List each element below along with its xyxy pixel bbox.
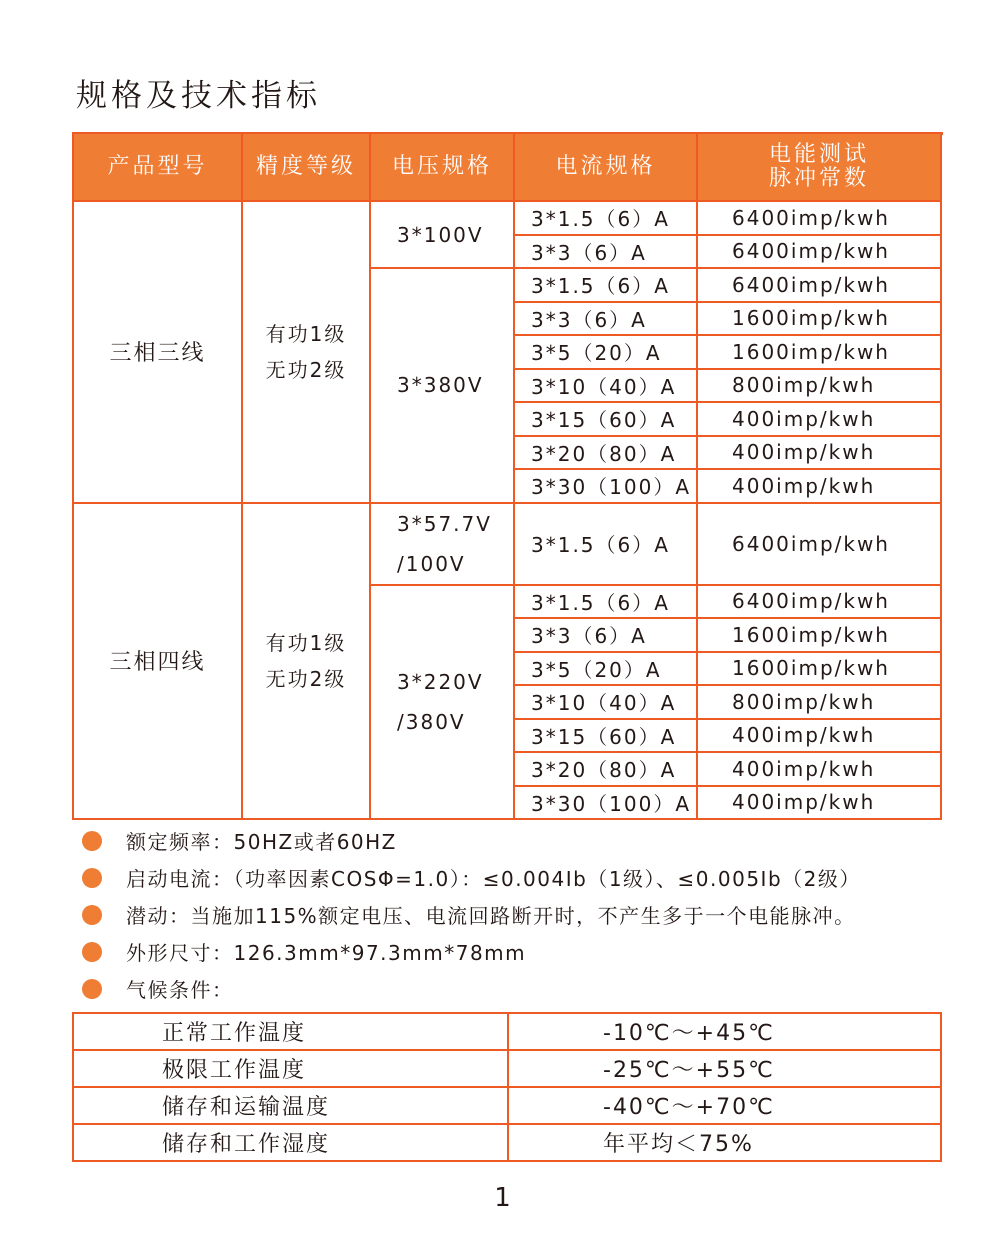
current-cell: 3*1.5（6）A [514, 268, 697, 302]
bullet-dot-icon [82, 942, 102, 962]
climate-value: -25℃～+55℃ [508, 1050, 941, 1087]
voltage-cell [370, 585, 514, 820]
bullet-dot-icon [82, 905, 102, 925]
current-cell: 3*3（6）A [514, 235, 697, 269]
voltage-cell: 3*100V [370, 201, 514, 268]
current-cell: 3*20（80）A [514, 752, 697, 786]
climate-value: -10℃～+45℃ [508, 1013, 941, 1050]
climate-label: 储存和运输温度 [73, 1087, 508, 1124]
pulse-cell: 400imp/kwh [697, 469, 941, 503]
current-cell: 3*15（60）A [514, 402, 697, 436]
climate-label: 正常工作温度 [73, 1013, 508, 1050]
page-title: 规格及技术指标 [76, 78, 321, 114]
grade-line-active: 有功1级 [265, 630, 347, 655]
current-cell: 3*20（80）A [514, 436, 697, 470]
current-cell: 3*3（6）A [514, 302, 697, 336]
current-cell: 3*1.5（6）A [514, 503, 697, 585]
current-cell: 3*30（100）A [514, 469, 697, 503]
current-cell: 3*1.5（6）A [514, 585, 697, 619]
bullet-text: 潜动：当施加115%额定电压、电流回路断开时，不产生多于一个电能脉冲。 [126, 904, 856, 928]
list-item [82, 859, 982, 896]
product-cell: 三相三线 [73, 201, 242, 503]
bullet-text: 额定频率：50HZ或者60HZ [126, 830, 397, 854]
voltage-line2: /380V [397, 709, 466, 734]
list-item [82, 896, 982, 933]
pulse-cell: 1600imp/kwh [697, 302, 941, 336]
header-current: 电流规格 [514, 133, 697, 201]
pulse-cell: 6400imp/kwh [697, 201, 941, 235]
spec-table-header-row [73, 133, 941, 201]
pulse-cell: 1600imp/kwh [697, 652, 941, 686]
climate-label: 极限工作温度 [73, 1050, 508, 1087]
pulse-cell: 400imp/kwh [697, 719, 941, 753]
grade-line-reactive: 无功2级 [265, 357, 347, 382]
bullet-dot-icon [82, 868, 102, 888]
pulse-cell: 400imp/kwh [697, 402, 941, 436]
current-cell: 3*5（20）A [514, 652, 697, 686]
pulse-cell: 6400imp/kwh [697, 235, 941, 269]
voltage-line2: /100V [397, 551, 466, 576]
page-number: 1 [494, 1183, 511, 1213]
climate-table [72, 1012, 942, 1162]
voltage-line1: 3*57.7V [397, 511, 492, 536]
header-pulse [697, 133, 941, 201]
spec-table [72, 132, 942, 820]
table-row [73, 1124, 941, 1161]
table-row [73, 503, 941, 585]
header-product: 产品型号 [73, 133, 242, 201]
pulse-cell: 1600imp/kwh [697, 618, 941, 652]
header-voltage: 电压规格 [370, 133, 514, 201]
pulse-cell: 6400imp/kwh [697, 585, 941, 619]
pulse-cell: 6400imp/kwh [697, 503, 941, 585]
header-pulse-line2: 脉冲常数 [768, 166, 869, 191]
grade-cell [242, 201, 370, 503]
product-cell: 三相四线 [73, 503, 242, 820]
pulse-cell: 6400imp/kwh [697, 268, 941, 302]
current-cell: 3*30（100）A [514, 786, 697, 820]
header-pulse-line1: 电能测试 [768, 142, 869, 167]
list-item [82, 822, 982, 859]
list-item [82, 933, 982, 970]
voltage-cell: 3*380V [370, 268, 514, 503]
pulse-cell: 800imp/kwh [697, 685, 941, 719]
table-row [73, 1087, 941, 1124]
list-item [82, 970, 982, 1007]
pulse-cell: 400imp/kwh [697, 786, 941, 820]
climate-label: 储存和工作湿度 [73, 1124, 508, 1161]
climate-value: 年平均＜75% [508, 1124, 941, 1161]
current-cell: 3*5（20）A [514, 335, 697, 369]
bullet-dot-icon [82, 979, 102, 999]
current-cell: 3*15（60）A [514, 719, 697, 753]
grade-cell [242, 503, 370, 820]
current-cell: 3*10（40）A [514, 685, 697, 719]
climate-value: -40℃～+70℃ [508, 1087, 941, 1124]
current-cell: 3*10（40）A [514, 369, 697, 403]
current-cell: 3*1.5（6）A [514, 201, 697, 235]
bullet-text: 气候条件： [126, 978, 234, 1002]
pulse-cell: 800imp/kwh [697, 369, 941, 403]
pulse-cell: 400imp/kwh [697, 436, 941, 470]
bullet-dot-icon [82, 831, 102, 851]
table-row [73, 1013, 941, 1050]
grade-line-active: 有功1级 [265, 321, 347, 346]
pulse-cell: 1600imp/kwh [697, 335, 941, 369]
grade-line-reactive: 无功2级 [265, 666, 347, 691]
header-grade: 精度等级 [242, 133, 370, 201]
table-row [73, 1050, 941, 1087]
current-cell: 3*3（6）A [514, 618, 697, 652]
pulse-cell: 400imp/kwh [697, 752, 941, 786]
spec-bullet-list [82, 822, 982, 1007]
table-row [73, 201, 941, 235]
voltage-line1: 3*220V [397, 669, 484, 694]
bullet-text: 启动电流：（功率因素COSΦ=1.0）：≤0.004Ib（1级）、≤0.005Ib（2级） [126, 867, 861, 891]
voltage-cell [370, 503, 514, 585]
bullet-text: 外形尺寸：126.3mm*97.3mm*78mm [126, 941, 527, 965]
